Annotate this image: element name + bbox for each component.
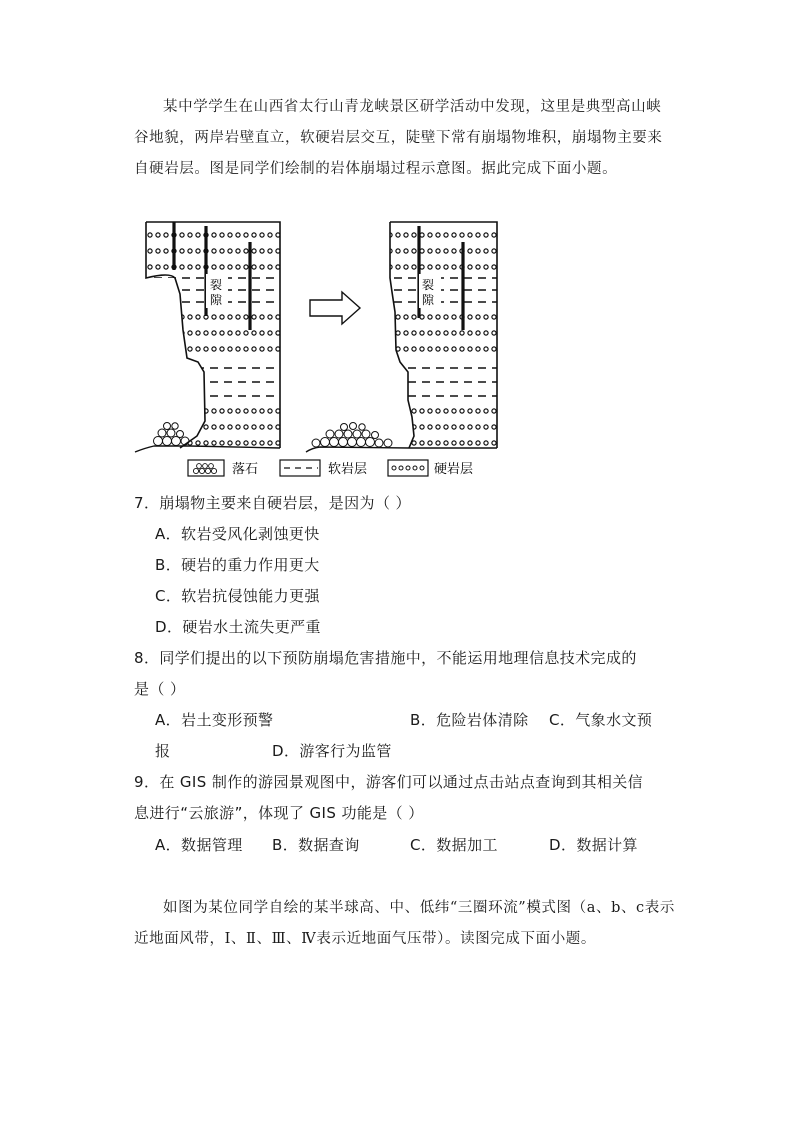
- q7-option-d[interactable]: D．硬岩水土流失更严重: [155, 618, 321, 636]
- crack-label-right-2: 隙: [422, 293, 435, 307]
- rock-collapse-diagram: [130, 212, 510, 482]
- q7-option-c[interactable]: C．软岩抗侵蚀能力更强: [155, 587, 320, 605]
- q8-stem-line-1: 8．同学们提出的以下预防崩塌危害措施中，不能运用地理信息技术完成的: [134, 649, 637, 667]
- q9-stem-line-1: 9．在 GIS 制作的游园景观图中，游客们可以通过点击站点查询到其相关信: [134, 773, 644, 791]
- q9-option-a[interactable]: A．数据管理: [155, 836, 243, 854]
- crack-label-left-1: 裂: [210, 278, 223, 292]
- q7-option-b[interactable]: B．硬岩的重力作用更大: [155, 556, 320, 574]
- q8-option-b[interactable]: B．危险岩体清除: [410, 711, 529, 729]
- q8-option-d[interactable]: D．游客行为监管: [272, 742, 392, 760]
- legend-soft-rock: 软岩层: [328, 462, 368, 477]
- right-cliff-layers: [380, 222, 510, 448]
- crack-label-left-2: 隙: [210, 293, 223, 307]
- q9-stem-line-2: 息进行“云旅游”，体现了 GIS 功能是（ ）: [134, 804, 424, 822]
- passage-2: 如图为某位同学自绘的某半球高、中、低纬“三圈环流”模式图（a、b、c表示近地面风带，Ⅰ、Ⅱ、Ⅲ、Ⅳ表示近地面气压带）。读图完成下面小题。: [134, 900, 675, 947]
- passage-1: 某中学学生在山西省太行山青龙峡景区研学活动中发现，这里是典型高山峡谷地貌，两岸岩壁直立，软硬岩层交互，陡壁下常有崩塌物堆积，崩塌物主要来自硬岩层。图是同学们绘制的岩体崩塌过程示意图。据此完成下面小题。: [134, 99, 663, 177]
- q9-option-d[interactable]: D．数据计算: [549, 836, 638, 854]
- left-rockfall-pile: [154, 423, 190, 446]
- process-arrow-icon: [310, 292, 360, 324]
- q8-option-a[interactable]: A．岩土变形预警: [155, 711, 274, 729]
- q7-option-a[interactable]: A．软岩受风化剥蚀更快: [155, 525, 320, 543]
- q8-stem-line-2: 是（ ）: [134, 680, 186, 698]
- legend-hard-rock: 硬岩层: [434, 462, 474, 477]
- q8-option-c[interactable]: C．气象水文预: [549, 711, 653, 729]
- legend-rockfall: 落石: [232, 462, 259, 477]
- legend: [188, 460, 473, 477]
- crack-label-right-1: 裂: [422, 278, 435, 292]
- q9-option-b[interactable]: B．数据查询: [272, 836, 360, 854]
- q8-option-c-cont[interactable]: 报: [155, 742, 171, 760]
- q7-stem: 7．崩塌物主要来自硬岩层，是因为（ ）: [134, 494, 411, 512]
- left-cliff-layers: [130, 222, 290, 448]
- right-rockfall-pile: [312, 423, 392, 448]
- q9-option-c[interactable]: C．数据加工: [410, 836, 498, 854]
